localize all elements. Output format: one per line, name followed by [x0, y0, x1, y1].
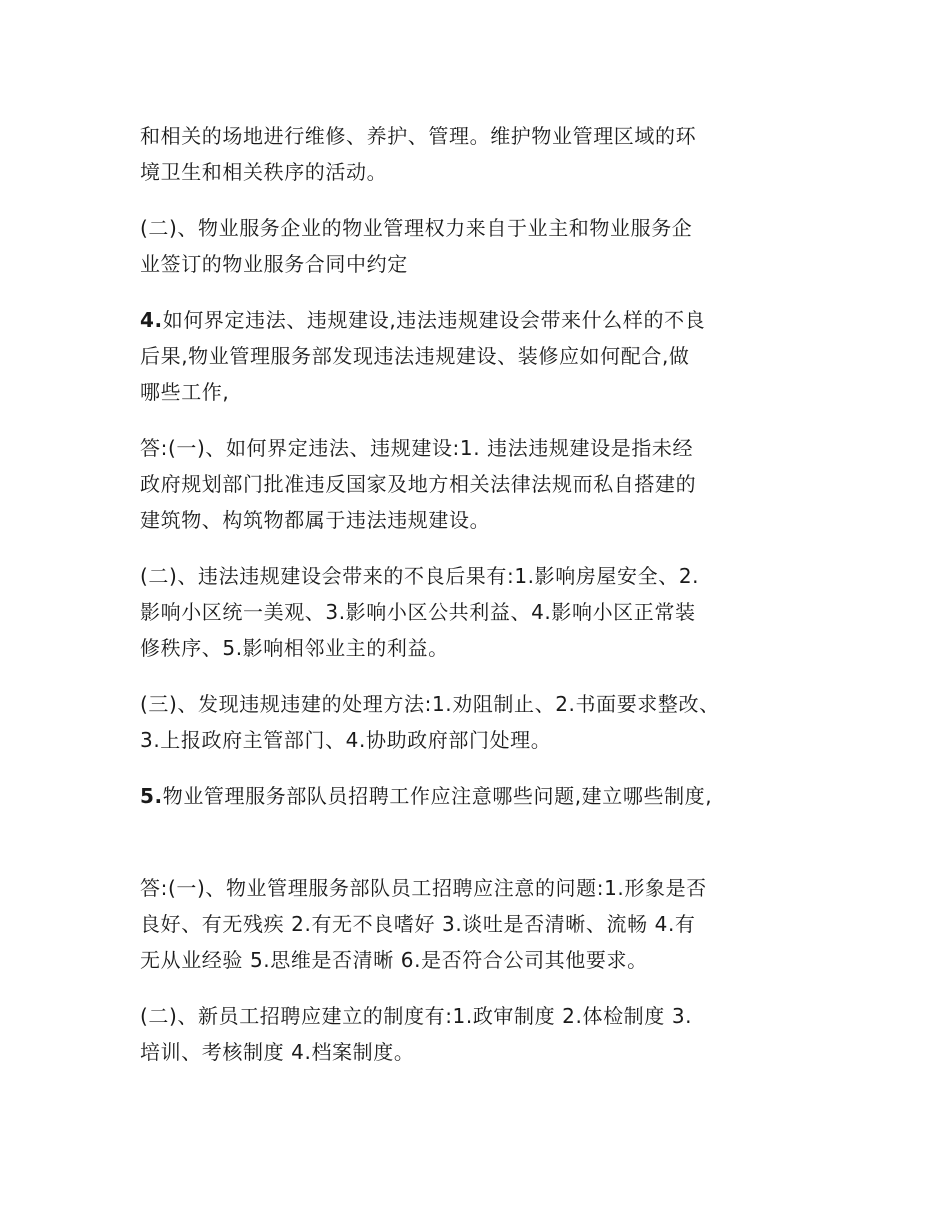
- answer-5-part-1: [140, 870, 707, 978]
- text-line: 和相关的场地进行维修、养护、管理。维护物业管理区域的环: [140, 124, 697, 148]
- answer-5-part-2: [140, 998, 692, 1070]
- paragraph-management-authority: [140, 210, 692, 282]
- text-line: [140, 302, 705, 338]
- text-line: 无从业经验 5.思维是否清晰 6.是否符合公司其他要求。: [140, 948, 648, 972]
- text-line: 政府规划部门批准违反国家及地方相关法律法规而私自搭建的: [140, 472, 697, 496]
- answer-4-part-2: [140, 558, 699, 666]
- answer-4-part-1: [140, 430, 696, 538]
- text-line: 良好、有无残疾 2.有无不良嗜好 3.谈吐是否清晰、流畅 4.有: [140, 912, 696, 936]
- text-line: 答:(一)、物业管理服务部队员工招聘应注意的问题:1.形象是否: [140, 876, 707, 900]
- question-number: 5.: [140, 784, 163, 808]
- text-line: [140, 778, 712, 814]
- text-line: 修秩序、5.影响相邻业主的利益。: [140, 636, 449, 660]
- text-line: 后果,物业管理服务部发现违法违规建设、装修应如何配合,做: [140, 344, 690, 368]
- text-line: (二)、物业服务企业的物业管理权力来自于业主和物业服务企: [140, 216, 693, 240]
- question-text: 物业管理服务部队员招聘工作应注意哪些问题,建立哪些制度,: [162, 784, 713, 808]
- text-line: 哪些工作,: [140, 380, 230, 404]
- text-line: 3.上报政府主管部门、4.协助政府部门处理。: [140, 728, 552, 752]
- text-line: (二)、违法违规建设会带来的不良后果有:1.影响房屋安全、2.: [140, 564, 700, 588]
- text-line: 答:(一)、如何界定违法、违规建设:1. 违法违规建设是指未经: [140, 436, 694, 460]
- text-line: (三)、发现违规违建的处理方法:1.劝阻制止、2.书面要求整改、: [140, 692, 720, 716]
- text-line: 影响小区统一美观、3.影响小区公共利益、4.影响小区正常装: [140, 600, 696, 624]
- text-line: (二)、新员工招聘应建立的制度有:1.政审制度 2.体检制度 3.: [140, 1004, 693, 1028]
- question-4-heading: [140, 302, 705, 410]
- question-number: 4.: [140, 308, 163, 332]
- question-5-heading: [140, 778, 712, 814]
- text-line: 建筑物、构筑物都属于违法违规建设。: [140, 508, 491, 532]
- text-line: 培训、考核制度 4.档案制度。: [140, 1040, 415, 1064]
- paragraph-maintenance-definition: [140, 118, 696, 190]
- text-line: 业签订的物业服务合同中约定: [140, 252, 408, 276]
- text-line: 境卫生和相关秩序的活动。: [140, 160, 388, 184]
- answer-4-part-3: [140, 686, 720, 758]
- question-text: 如何界定违法、违规建设,违法违规建设会带来什么样的不良: [162, 308, 706, 332]
